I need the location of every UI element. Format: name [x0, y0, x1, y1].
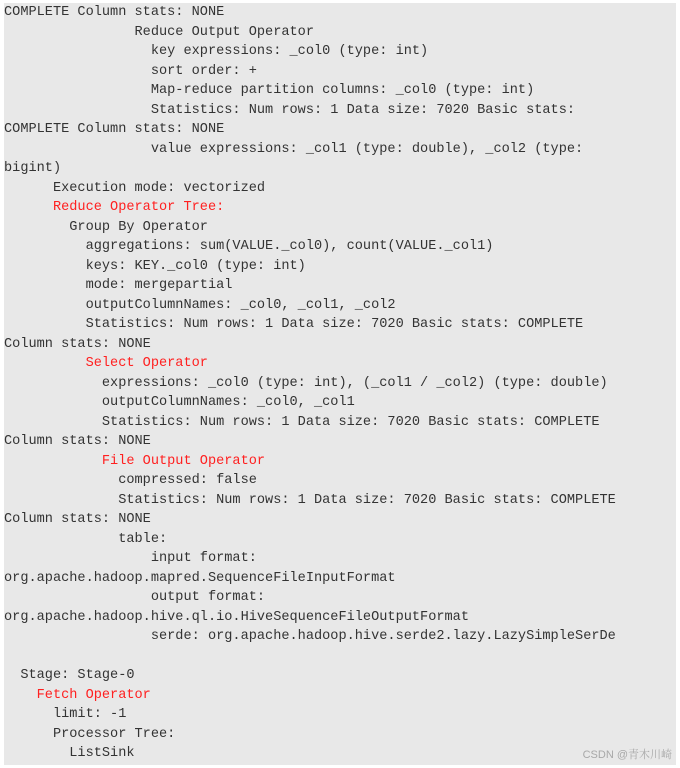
code-line: input format: — [4, 551, 257, 566]
code-line: COMPLETE Column stats: NONE — [4, 122, 225, 137]
code-line: Column stats: NONE — [4, 512, 151, 527]
code-line: org.apache.hadoop.hive.ql.io.HiveSequenceFileOutputFormat — [4, 609, 469, 625]
code-line: Processor Tree: — [4, 726, 176, 742]
code-line: sort order: + — [4, 63, 257, 79]
code-line-highlighted: Reduce Operator Tree: — [4, 200, 225, 215]
code-line: Column stats: NONE — [4, 336, 151, 352]
code-line: COMPLETE Column stats: NONE — [4, 5, 225, 20]
code-line: Statistics: Num rows: 1 Data size: 7020 Basic stats: COMPLETE — [4, 414, 600, 430]
code-line: mode: mergepartial — [4, 278, 233, 293]
code-line: ListSink — [4, 746, 135, 761]
code-line: Stage: Stage-0 — [4, 668, 135, 683]
code-line: limit: -1 — [4, 707, 127, 722]
code-line: key expressions: _col0 (type: int) — [4, 44, 429, 59]
code-line: expressions: _col0 (type: int), (_col1 / _col2) (type: double) — [4, 375, 608, 391]
code-line: Column stats: NONE — [4, 434, 151, 449]
code-block — [4, 3, 676, 765]
code-line — [4, 647, 676, 667]
code-line: outputColumnNames: _col0, _col1, _col2 — [4, 297, 396, 313]
code-line-highlighted: Fetch Operator — [4, 687, 151, 703]
code-line: Statistics: Num rows: 1 Data size: 7020 Basic stats: COMPLETE — [4, 317, 584, 332]
code-line: Map-reduce partition columns: _col0 (type: int) — [4, 83, 535, 98]
code-line: keys: KEY._col0 (type: int) — [4, 258, 306, 274]
code-line: table: — [4, 531, 168, 547]
code-line: Group By Operator — [4, 219, 208, 235]
code-line: outputColumnNames: _col0, _col1 — [4, 395, 355, 410]
code-line: Statistics: Num rows: 1 Data size: 7020 Basic stats: COMPLETE — [4, 492, 616, 508]
code-line: compressed: false — [4, 473, 257, 488]
code-line: value expressions: _col1 (type: double), _col2 (type: — [4, 141, 584, 157]
code-line: bigint) — [4, 161, 62, 176]
code-line: Execution mode: vectorized — [4, 180, 266, 196]
watermark: CSDN @青木川崎 — [582, 749, 672, 761]
code-line-highlighted: File Output Operator — [4, 453, 266, 469]
code-line: Statistics: Num rows: 1 Data size: 7020 Basic stats: — [4, 102, 576, 118]
code-line: org.apache.hadoop.mapred.SequenceFileInputFormat — [4, 570, 396, 586]
code-line: aggregations: sum(VALUE._col0), count(VALUE._col1) — [4, 239, 494, 254]
code-line: serde: org.apache.hadoop.hive.serde2.lazy.LazySimpleSerDe — [4, 629, 616, 644]
code-line-highlighted: Select Operator — [4, 356, 208, 371]
code-line: Reduce Output Operator — [4, 24, 314, 40]
code-line: output format: — [4, 590, 266, 605]
